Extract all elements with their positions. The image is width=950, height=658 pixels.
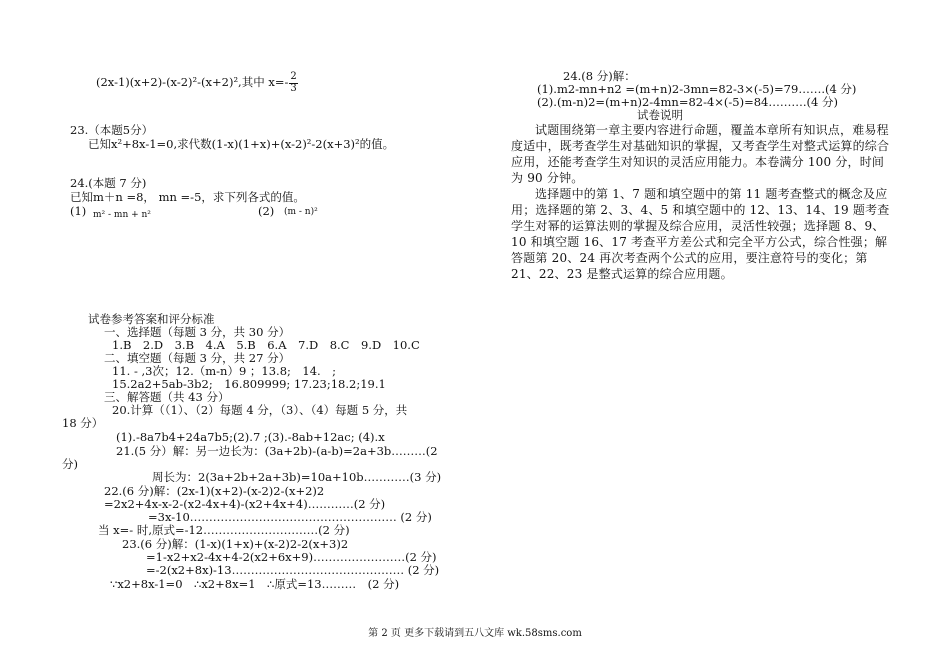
expression-prev-question (96, 72, 298, 94)
fraction (289, 72, 297, 94)
q24-answer-heading: 24.(8 分)解： (563, 69, 636, 83)
q22-line2: =2x2+4x-x-2-(x2-4x+4)-(x2+4x+4)…………(2 分) (104, 497, 386, 511)
q23-line4: ∵x2+8x-1=0 ∴x2+8x=1 ∴原式=13……… (2 分) (110, 577, 400, 591)
expression-text: (2x-1)(x+2)-(x-2)²-(x+2)²,其中 x=- (96, 75, 289, 89)
q21-line3: 周长为：2(3a+2b+2a+3b)=10a+10b…………(3 分) (152, 470, 442, 484)
q24-body: 已知m＋n =8， mn =-5，求下列各式的值。 (70, 190, 305, 204)
notes-paragraph-1: 试题围绕第一章主要内容进行命题，覆盖本章所有知识点，难易程度适中，既考查学生对基础知识的掌握，又考查学生对整式运算的综合应用，还能考查学生对知识的灵活应用能力。本卷满分 100 分，时间为 90 分钟。 (511, 123, 890, 185)
section2-answers-line1: 11. - ,3次；12.（m-n）9 ；13.8; 14. ; (112, 364, 337, 378)
q23-heading: 23.（本题5分） (70, 123, 154, 137)
q20-scoring-line2: 18 分） (62, 416, 104, 430)
page-footer: 第 2 页 更多下载请到五八文库 wk.58sms.com (368, 628, 582, 639)
q20-answers: (1).-8a7b4+24a7b5;(2).7 ;(3).-8ab+12ac; (4).x (116, 430, 385, 444)
q24-part1-expression: m² - mn + n² (93, 210, 151, 220)
q21-line1: 21.(5 分）解：另一边长为：(3a+2b)-(a-b)=2a+3b………(2 (116, 444, 438, 458)
section1-answers: 1.B 2.D 3.B 4.A 5.B 6.A 7.D 8.C 9.D 10.C (112, 338, 420, 352)
section2-heading: 二、填空题（每题 3 分，共 27 分） (104, 351, 291, 365)
q23-line1: 23.(6 分)解：(1-x)(1+x)+(x-2)2-2(x+3)2 (122, 537, 349, 551)
q23-line2: =1-x2+x2-4x+4-2(x2+6x+9)……………………(2 分) (146, 550, 437, 564)
q22-line1: 22.(6 分)解：(2x-1)(x+2)-(x-2)2-(x+2)2 (104, 484, 325, 498)
section3-heading: 三、解答题（共 43 分） (104, 390, 230, 404)
answers-title: 试卷参考答案和评分标准 (88, 312, 215, 326)
q23-body: 已知x²+8x-1=0,求代数(1-x)(1+x)+(x-2)²-2(x+3)²的值。 (88, 137, 395, 151)
section2-answers-line2: 15.2a2+5ab-3b2; 16.809999; 17.23;18.2;19.1 (112, 377, 386, 391)
q22-line4: 当 x=- 时,原式=-12…………………………(2 分) (98, 523, 350, 537)
q22-line3: =3x-10……………………………………………… (2 分) (148, 510, 432, 524)
q21-line2: 分) (62, 457, 78, 471)
fraction-denominator: 3 (290, 82, 297, 94)
section1-heading: 一、选择题（每题 3 分，共 30 分） (104, 325, 291, 339)
fraction-numerator: 2 (290, 71, 297, 82)
q24-part2-expression: (m - n)² (284, 207, 318, 217)
q24-heading: 24.(本题 7 分) (70, 176, 147, 190)
q24-answer-part2: (2).(m-n)2=(m+n)2-4mn=82-4×(-5)=84……….(4 分) (537, 95, 838, 109)
notes-title: 试卷说明 (637, 108, 683, 122)
q23-line3: =-2(x2+8x)-13……………………………………… (2 分) (146, 563, 440, 577)
q24-part1-label: (1) (70, 204, 87, 218)
q20-scoring-line1: 20.计算（（1）、（2）每题 4 分，（3）、（4）每题 5 分，共 (112, 403, 408, 417)
q24-part2-label: (2) (258, 204, 275, 218)
notes-paragraph-2: 选择题中的第 1、7 题和填空题中的第 11 题考查整式的概念及应用；选择题的第 2、3、4、5 和填空题中的 12、13、14、19 题考查学生对幂的运算法则的掌握及综合应用，灵活性较强；选择题 8、9、10 和填空题 16、17 考查平方差公式和完全平方公式，综合性强；解答题第 20、24 再次考查两个公式的应用，要注意符号的变化；第 21、22、23 是整式运算的综合应用题。 (511, 187, 890, 281)
q24-answer-part1: (1).m2-mn+n2 =(m+n)2-3mn=82-3×(-5)=79…….(4 分) (537, 82, 857, 96)
